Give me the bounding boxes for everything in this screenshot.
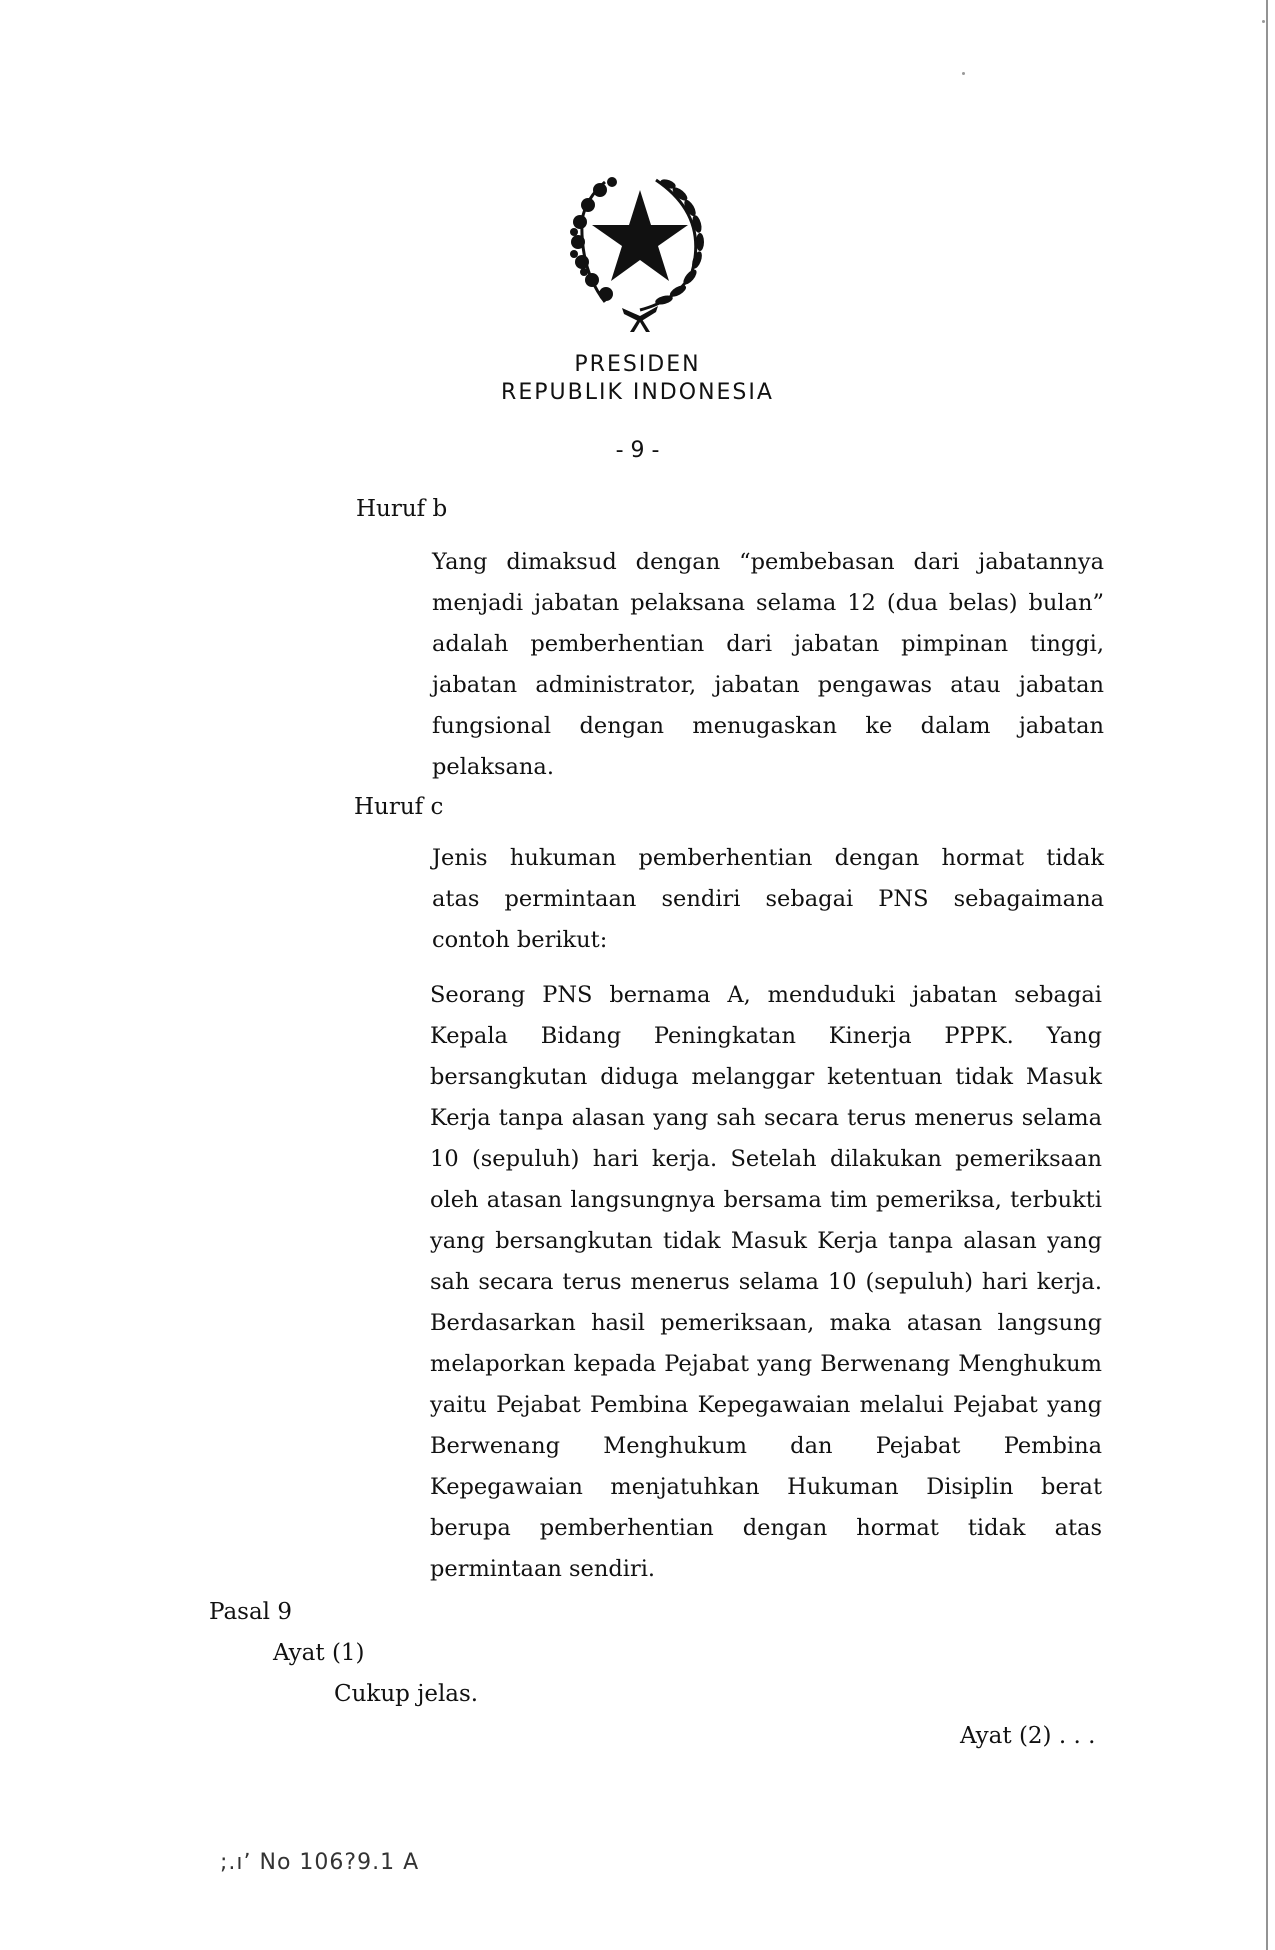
footer-document-code: ;.ıʼ No 106?9.1 A [220, 1850, 420, 1875]
paragraph-line: Kepegawaian menjatuhkan Hukuman Disiplin berat [430, 1474, 1102, 1500]
paragraph-line: Berdasarkan hasil pemeriksaan, maka atasan langsung [430, 1310, 1102, 1336]
page-number: - 9 - [615, 438, 660, 463]
header-republik-indonesia: REPUBLIK INDONESIA [501, 380, 774, 405]
paragraph-line: contoh berikut: [432, 927, 608, 953]
paragraph-line: atas permintaan sendiri sebagai PNS sebagaimana [432, 886, 1104, 912]
huruf-c-label: Huruf c [354, 794, 444, 820]
scan-speck [1262, 20, 1265, 23]
huruf-b-paragraph [432, 542, 1104, 788]
paragraph-line: fungsional dengan menugaskan ke dalam jabatan [432, 713, 1104, 739]
paragraph-line: adalah pemberhentian dari jabatan pimpinan tinggi, [432, 631, 1104, 657]
ayat-1-label: Ayat (1) [273, 1640, 365, 1666]
huruf-c-intro-paragraph [432, 838, 1104, 961]
paragraph-line: Kepala Bidang Peningkatan Kinerja PPPK. Yang [430, 1023, 1102, 1049]
paragraph-line: Berwenang Menghukum dan Pejabat Pembina [430, 1433, 1102, 1459]
paragraph-line: oleh atasan langsungnya bersama tim pemeriksa, terbukti [430, 1187, 1102, 1213]
paragraph-line: jabatan administrator, jabatan pengawas atau jabatan [432, 672, 1104, 698]
scan-speck [962, 72, 965, 75]
header-presiden: PRESIDEN [574, 352, 701, 377]
paragraph-line: 10 (sepuluh) hari kerja. Setelah dilakukan pemeriksaan [430, 1146, 1102, 1172]
paragraph-line: bersangkutan diduga melanggar ketentuan tidak Masuk [430, 1064, 1102, 1090]
paragraph-line: berupa pemberhentian dengan hormat tidak atas [430, 1515, 1102, 1541]
paragraph-line: sah secara terus menerus selama 10 (sepuluh) hari kerja. [430, 1269, 1102, 1295]
garuda-star-emblem-icon [560, 160, 720, 335]
continuation-marker: Ayat (2) . . . [960, 1723, 1096, 1749]
paragraph-line: yang bersangkutan tidak Masuk Kerja tanpa alasan yang [430, 1228, 1102, 1254]
huruf-b-label: Huruf b [356, 496, 448, 522]
paragraph-line: menjadi jabatan pelaksana selama 12 (dua belas) bulan” [432, 590, 1104, 616]
paragraph-line: Seorang PNS bernama A, menduduki jabatan sebagai [430, 982, 1102, 1008]
paragraph-line: Yang dimaksud dengan “pembebasan dari jabatannya [432, 549, 1104, 575]
ayat-1-text: Cukup jelas. [334, 1681, 479, 1707]
pasal-9-label: Pasal 9 [209, 1599, 292, 1625]
paragraph-line: pelaksana. [432, 754, 554, 780]
paragraph-line: melaporkan kepada Pejabat yang Berwenang Menghukum [430, 1351, 1102, 1377]
paragraph-line: Kerja tanpa alasan yang sah secara terus menerus selama [430, 1105, 1102, 1131]
paragraph-line: Jenis hukuman pemberhentian dengan hormat tidak [432, 845, 1104, 871]
huruf-c-example-paragraph [430, 975, 1102, 1590]
paragraph-line: permintaan sendiri. [430, 1556, 656, 1582]
paragraph-line: yaitu Pejabat Pembina Kepegawaian melalui Pejabat yang [430, 1392, 1102, 1418]
scan-edge-line [1266, 0, 1268, 1950]
